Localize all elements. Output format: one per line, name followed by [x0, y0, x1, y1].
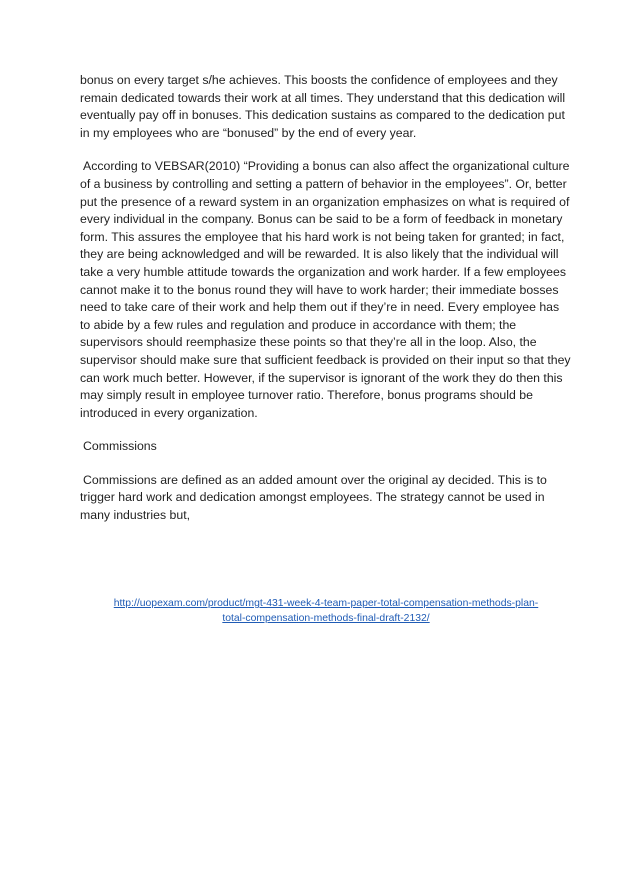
- paragraph-bonus-confidence: bonus on every target s/he achieves. This boosts the confidence of employees and they remain dedicated towards their work at all times. They understand that this dedication will eventually pay off in bonuses. This dedication sustains as compared to the dedication put in my employees who are “bonused” by the end of every year.: [80, 73, 566, 140]
- source-link-block: [80, 596, 572, 626]
- source-link-line-2: total-compensation-methods-final-draft-2132/: [222, 613, 430, 624]
- source-link[interactable]: [114, 598, 538, 624]
- section-heading-commissions: Commissions: [83, 439, 157, 454]
- paragraph-commissions: Commissions are defined as an added amount over the original ay decided. This is to trigger hard work and dedication amongst employees. The strategy cannot be used in many industries but,: [80, 472, 547, 523]
- source-link-line-1: http://uopexam.com/product/mgt-431-week-4-team-paper-total-compensation-methods-plan-: [113, 598, 539, 609]
- paragraph-vebsar-quote: According to VEBSAR(2010) “Providing a bonus can also affect the organizational culture of a business by controlling and setting a pattern of behavior in the employees”. Or, better put the presence of a reward system in an organization emphasizes on what is required of every individual in the company. Bonus can be said to be a form of feedback in monetary form. This assures the employee that his hard work is not being taken for granted; in fact, they are being acknowledged and will be rewarded. It is also likely that the individual will take a very humble attitude towards the organization and work harder. If a few employees cannot make it to the bonus round they will have to work harder; their immediate bosses need to take care of their work and help them out if they’re in need. Every employee has to abide by a few rules and regulation and produce in accordance with them; the supervisors should reemphasize these points so that they’re all in the loop. Also, the supervisor should make sure that sufficient feedback is provided on their input so that they can work much better. However, if the supervisor is ignorant of the work they do then this may simply result in employee turnover ratio. Therefore, bonus programs should be introduced in every organization.: [80, 159, 571, 420]
- document-body: [80, 72, 572, 541]
